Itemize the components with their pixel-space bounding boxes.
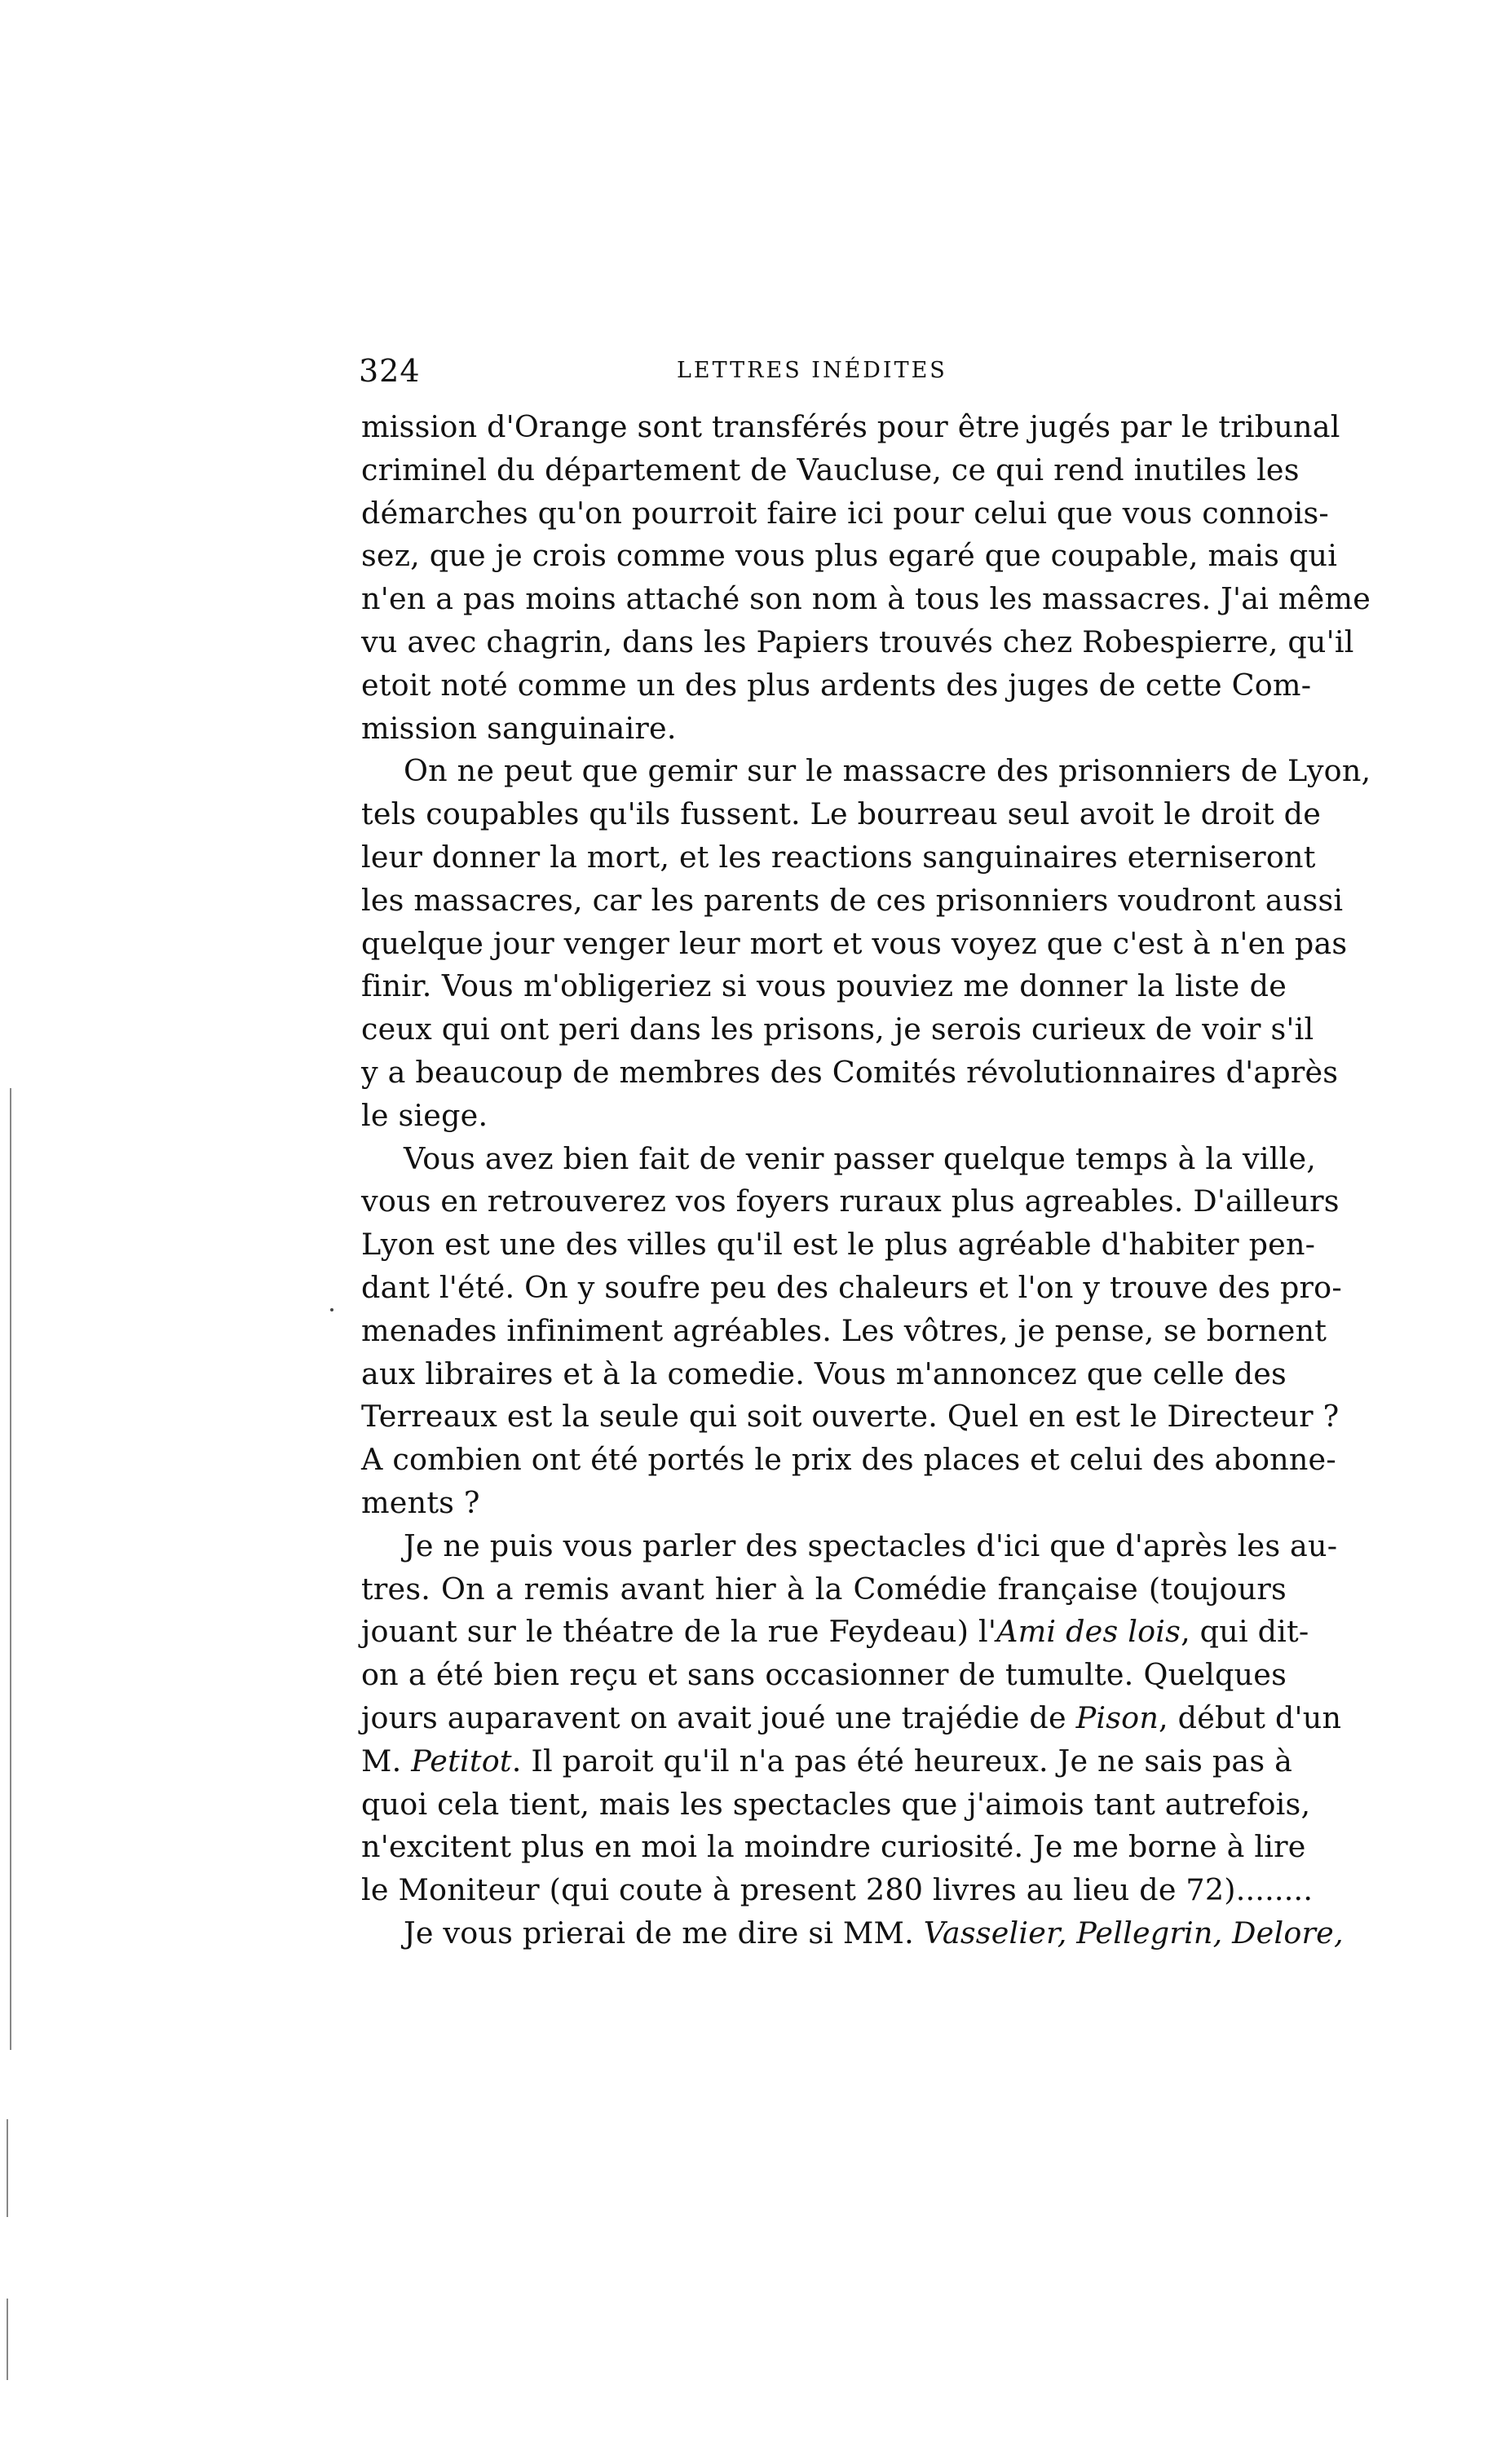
play-title: Ami des lois (996, 1614, 1181, 1650)
text-line: dant l'été. On y soufre peu des chaleurs et l'on y trouve des pro- (361, 1269, 1342, 1305)
text-run: , début d'un (1159, 1699, 1342, 1735)
text-line: ments ? (361, 1484, 480, 1520)
text-line: on a été bien reçu et sans occasionner de tumulte. Quelques (361, 1657, 1287, 1693)
ink-speck (330, 1308, 333, 1311)
body-text (361, 406, 1371, 1955)
text-run: Je vous prierai de me dire si MM. (404, 1915, 924, 1950)
text-line: le Moniteur (qui coute à present 280 livres au lieu de 72)........ (361, 1872, 1314, 1908)
text-line: Vous avez bien fait de venir passer quelque temps à la ville, (404, 1140, 1317, 1176)
text-line: tels coupables qu'ils fussent. Le bourreau seul avoit le droit de (361, 796, 1321, 832)
play-title: Pison (1075, 1699, 1159, 1735)
page-header (359, 353, 1321, 402)
text-line: les massacres, car les parents de ces prisonniers voudront aussi (361, 882, 1344, 918)
text-line: criminel du département de Vaucluse, ce qui rend inutiles les (361, 452, 1300, 487)
text-line: finir. Vous m'obligeriez si vous pouviez me donner la liste de (361, 968, 1287, 1004)
text-line: A combien ont été portés le prix des places et celui des abonne- (361, 1442, 1336, 1478)
text-line: aux libraires et à la comedie. Vous m'annoncez que celle des (361, 1355, 1287, 1391)
text-line: vu avec chagrin, dans les Papiers trouvés chez Robespierre, qu'il (361, 624, 1354, 659)
text-line: On ne peut que gemir sur le massacre des prisonniers de Lyon, (404, 753, 1371, 789)
text-run: , qui dit- (1181, 1614, 1309, 1650)
person-names: Vasselier, Pellegrin, Delore, (923, 1915, 1344, 1950)
person-name: Petitot (411, 1743, 512, 1779)
text-line (361, 1912, 1344, 1955)
text-line: leur donner la mort, et les reactions sanguinaires eterniseront (361, 839, 1316, 875)
text-line (361, 1740, 1293, 1783)
text-line: etoit noté comme un des plus ardents des juges de cette Com- (361, 667, 1312, 703)
text-line: mission sanguinaire. (361, 710, 677, 746)
page-number: 324 (359, 353, 421, 389)
text-line: mission d'Orange sont transférés pour être jugés par le tribunal (361, 409, 1340, 444)
scan-edge-mark (7, 2119, 8, 2217)
scan-edge-mark (10, 1088, 11, 2050)
text-run: jouant sur le théatre de la rue Feydeau) l' (361, 1614, 997, 1650)
text-line: sez, que je crois comme vous plus egaré que coupable, mais qui (361, 538, 1338, 574)
text-line: démarches qu'on pourroit faire ici pour celui que vous connois- (361, 495, 1329, 531)
text-line: Terreaux est la seule qui soit ouverte. Quel en est le Directeur ? (361, 1399, 1340, 1435)
text-line: n'excitent plus en moi la moindre curiosité. Je me borne à lire (361, 1829, 1306, 1865)
text-line: y a beaucoup de membres des Comités révolutionnaires d'après (361, 1054, 1339, 1090)
text-line: Je ne puis vous parler des spectacles d'ici que d'après les au- (404, 1527, 1338, 1563)
text-run: . Il paroit qu'il n'a pas été heureux. Je ne sais pas à (511, 1743, 1293, 1779)
scan-edge-mark (7, 2299, 8, 2380)
text-run: M. (361, 1743, 412, 1779)
text-line: ceux qui ont peri dans les prisons, je serois curieux de voir s'il (361, 1012, 1314, 1047)
text-line (361, 1697, 1342, 1740)
text-line: tres. On a remis avant hier à la Comédie française (toujours (361, 1571, 1287, 1607)
text-run: jours auparavent on avait joué une trajédie de (361, 1699, 1076, 1735)
text-line: vous en retrouverez vos foyers ruraux plus agreables. D'ailleurs (361, 1184, 1340, 1219)
text-line: le siege. (361, 1097, 488, 1133)
text-line (361, 1611, 1309, 1654)
text-line: n'en a pas moins attaché son nom à tous les massacres. J'ai même (361, 581, 1371, 617)
text-line: quoi cela tient, mais les spectacles que j'aimois tant autrefois, (361, 1786, 1311, 1822)
text-line: Lyon est une des villes qu'il est le plus agréable d'habiter pen- (361, 1227, 1316, 1263)
running-title: LETTRES INÉDITES (677, 358, 947, 383)
text-line: quelque jour venger leur mort et vous voyez que c'est à n'en pas (361, 925, 1348, 961)
text-line: menades infiniment agréables. Les vôtres, je pense, se bornent (361, 1312, 1327, 1348)
